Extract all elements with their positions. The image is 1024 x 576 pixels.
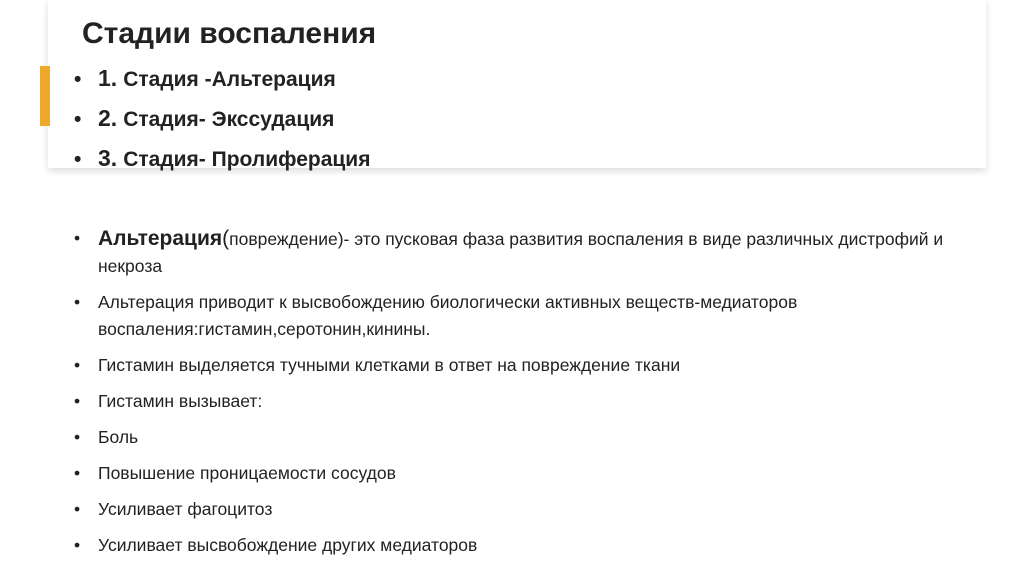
- stage-text: Стадия- Пролиферация: [123, 148, 371, 171]
- list-item-text: Гистамин выделяется тучными клетками в ответ на повреждение ткани: [98, 355, 681, 375]
- bullet-icon: •: [74, 68, 82, 91]
- bullet-icon: •: [74, 535, 81, 555]
- list-item-text: Боль: [98, 427, 139, 447]
- bullet-icon: •: [74, 463, 81, 483]
- stage-number: 3.: [98, 145, 118, 171]
- bullet-icon: •: [74, 391, 81, 411]
- bullet-icon: •: [74, 148, 82, 171]
- accent-bar: [40, 66, 50, 126]
- stage-number: 2.: [98, 105, 118, 131]
- bullet-icon: •: [74, 108, 82, 131]
- stage-item: [74, 102, 370, 142]
- stage-text: Стадия -Альтерация: [123, 68, 336, 91]
- stage-text: Стадия- Экссудация: [123, 108, 335, 131]
- bullet-icon: •: [74, 499, 81, 519]
- slide-title: Стадии воспаления: [82, 17, 377, 50]
- stage-number: 1.: [98, 65, 118, 91]
- stage-item: [74, 62, 370, 102]
- list-item: [74, 496, 974, 523]
- definition-paren: (: [222, 227, 230, 250]
- list-item: [74, 424, 974, 451]
- list-item: [74, 532, 974, 559]
- list-item: [74, 352, 974, 379]
- list-item-text: Альтерация приводит к высвобождению биологически активных веществ-медиаторов воспаления:гистамин,серотонин,кинины.: [98, 292, 798, 339]
- list-item: [74, 289, 974, 343]
- definition-term: Альтерация: [98, 227, 223, 250]
- list-item-text: Усиливает высвобождение других медиаторов: [98, 535, 478, 555]
- bullet-icon: •: [74, 427, 81, 447]
- bullet-icon: •: [74, 228, 81, 248]
- definition-item: [74, 225, 974, 280]
- list-item-text: Гистамин вызывает:: [98, 391, 263, 411]
- stages-list: [74, 62, 370, 182]
- bullet-icon: •: [74, 292, 81, 312]
- list-item-text: Повышение проницаемости сосудов: [98, 463, 396, 483]
- list-item: [74, 460, 974, 487]
- list-item-text: Усиливает фагоцитоз: [98, 499, 273, 519]
- definition-text: повреждение)- это пусковая фаза развития воспаления в виде различных дистрофий и некроза: [98, 229, 944, 276]
- content-list: [74, 225, 974, 568]
- stage-item: [74, 142, 370, 182]
- bullet-icon: •: [74, 355, 81, 375]
- list-item: [74, 388, 974, 415]
